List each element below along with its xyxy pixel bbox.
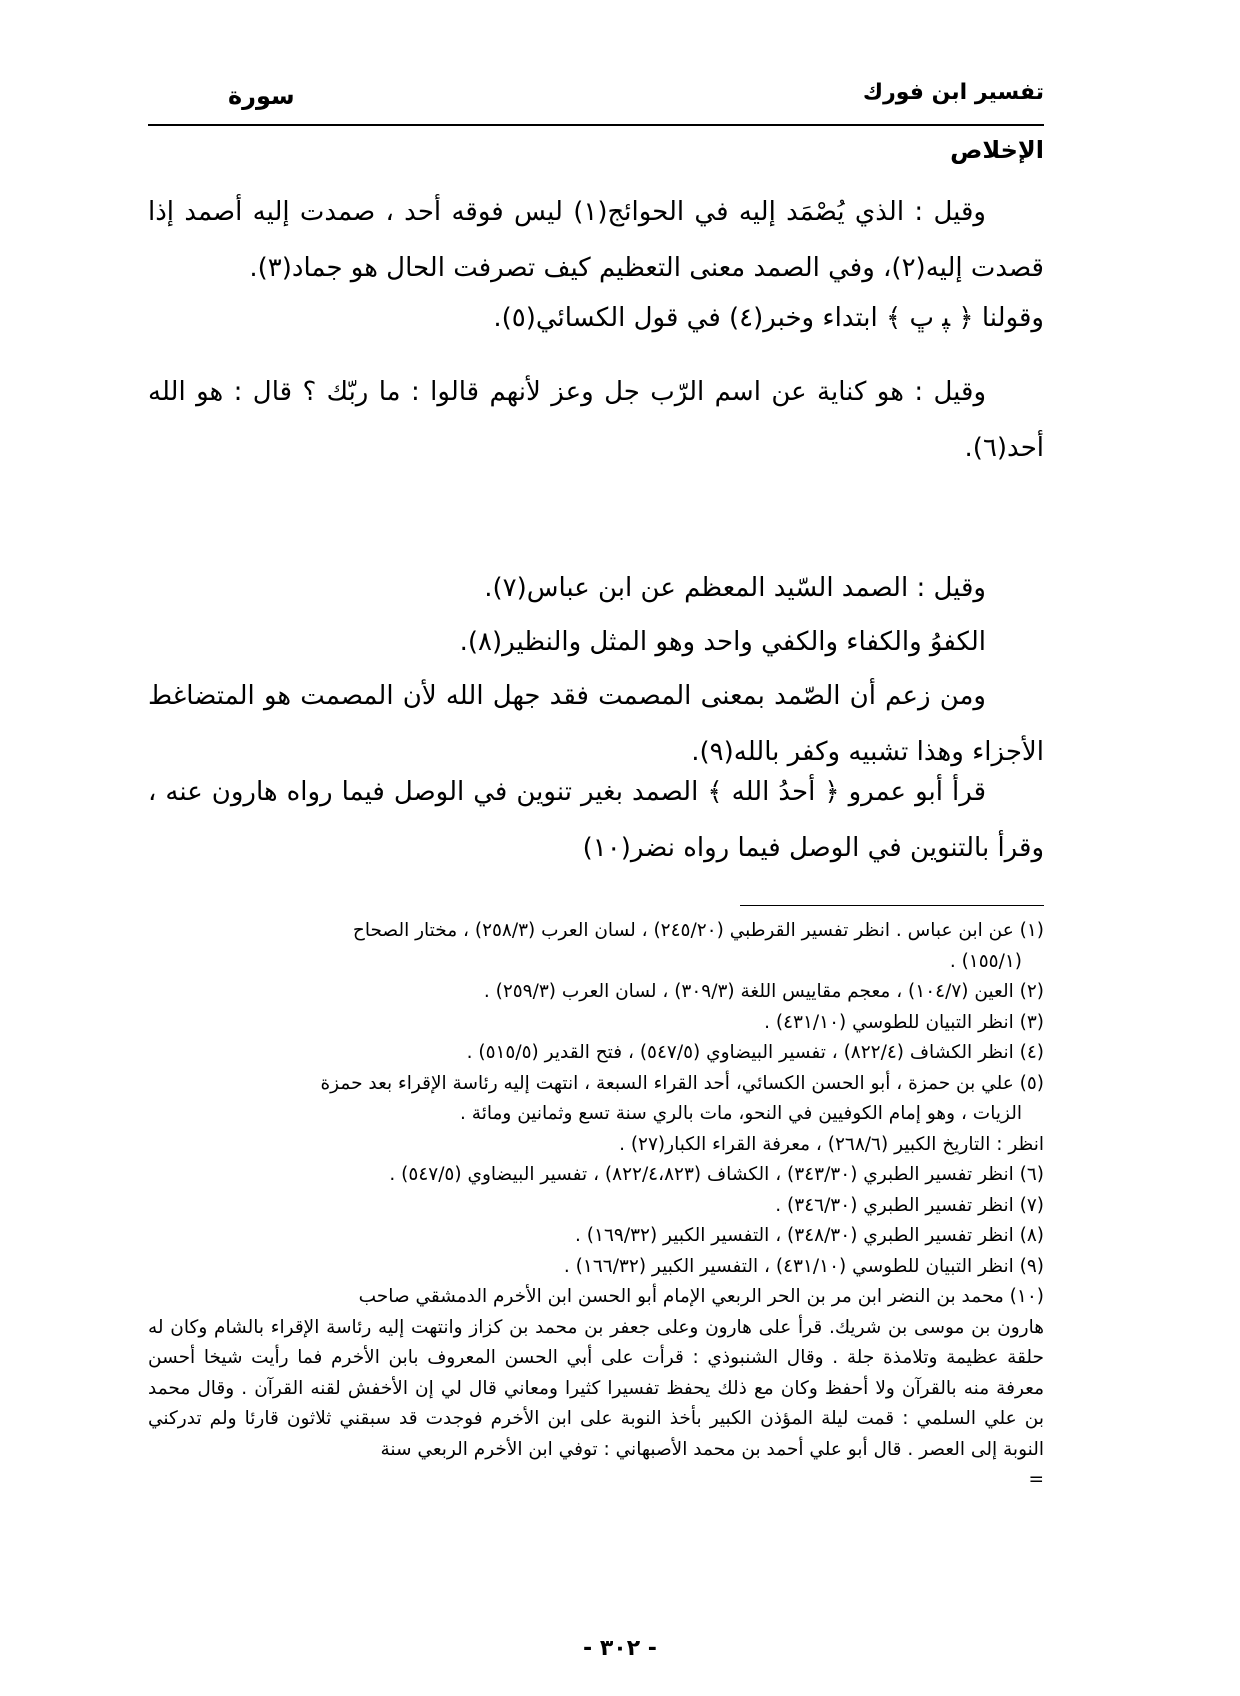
footnote-1-cont: (١٥٥/١) . bbox=[949, 950, 1022, 972]
body-paragraph-2 bbox=[148, 290, 1044, 346]
footnote-divider bbox=[740, 905, 1044, 906]
body-text-1: وقيل : الذي يُصْمَد إليه في الحوائج(١) ليس فوقه أحد ، صمدت إليه أصمد إذا قصدت إليه(٢)، وفي الصمد معنى التعظيم كيف تصرفت الحال هو جماد(٣). bbox=[148, 197, 1044, 283]
footnote-8: (٨) انظر تفسير الطبري (٣٤٨/٣٠) ، التفسير الكبير (١٦٩/٣٢) . bbox=[575, 1225, 1044, 1246]
footnote-10-cont: هارون بن موسى بن شريك. قرأ على هارون وعلى جعفر بن محمد بن كزاز وانتهت إليه رئاسة الإقراء بالشام وكان له حلقة عظيمة وتلامذة جلة . وقال الشنبوذي : قرأت على أبي الحسن المعروف بابن الأخرم فما رأيت شيخا أحسن معرفة منه بالقرآن ولا أحفظ وكان مع ذلك يحفظ تفسيرا كثيرا ومعاني قال لي إن الأخفش لقنه القرآن . وقال محمد بن علي السلمي : قمت ليلة المؤذن الكبير بأخذ النوبة على ابن الأخرم فوجدت قد سبقني ثلاثون قارئا ولم تدركني النوبة إلى العصر . قال أبو علي أحمد بن محمد الأصبهاني : توفي ابن الأخرم الربعي سنة bbox=[148, 1316, 1044, 1460]
surah-name: الإخلاص bbox=[950, 136, 1044, 164]
footnote-5: (٥) علي بن حمزة ، أبو الحسن الكسائي، أحد القراء السبعة ، انتهت إليه رئاسة الإقراء بعد حمزة bbox=[320, 1072, 1044, 1094]
body-paragraph-3 bbox=[148, 364, 1044, 476]
header-divider bbox=[148, 124, 1044, 126]
footnote-1: (١) عن ابن عباس . انظر تفسير القرطبي (٢٤٥/٢٠) ، لسان العرب (٢٥٨/٣) ، مختار الصحاح bbox=[352, 920, 1044, 941]
body-text-6: ومن زعم أن الصّمد بمعنى المصمت فقد جهل الله لأن المصمت هو المتضاغط الأجزاء وهذا تشبيه وكفر بالله(٩). bbox=[148, 681, 1044, 767]
footnote-9: (٩) انظر التبيان للطوسي (٤٣١/١٠) ، التفسير الكبير (١٦٦/٣٢) . bbox=[563, 1255, 1044, 1277]
body-paragraph-4 bbox=[148, 560, 1044, 616]
footnote-4: (٤) انظر الكشاف (٨٢٢/٤) ، تفسير البيضاوي (٥٤٧/٥) ، فتح القدير (٥١٥/٥) . bbox=[466, 1042, 1044, 1063]
footnote-6: (٦) انظر تفسير الطبري (٣٤٣/٣٠) ، الكشاف (٨٢٢/٤،٨٢٣) ، تفسير البيضاوي (٥٤٧/٥) . bbox=[389, 1164, 1044, 1185]
body-text-7: قرأ أبو عمرو ﴿ أحدُ الله ﴾ الصمد بغير تنوين في الوصل فيما رواه هارون عنه ، وقرأ بالتنوين في الوصل فيما رواه نضر(١٠) bbox=[148, 777, 1044, 863]
footnotes bbox=[148, 916, 1044, 1496]
footnote-7: (٧) انظر تفسير الطبري (٣٤٦/٣٠) . bbox=[775, 1194, 1044, 1216]
book-title: تفسير ابن فورك bbox=[862, 80, 1044, 105]
body-text-4: وقيل : الصمد السّيد المعظم عن ابن عباس(٧). bbox=[484, 573, 986, 603]
page-number: - ٣٠٢ - bbox=[583, 1636, 657, 1661]
footnote-3: (٣) انظر التبيان للطوسي (٤٣١/١٠) . bbox=[764, 1011, 1044, 1033]
footnote-5-cont: الزيات ، وهو إمام الكوفيين في النحو، مات بالري سنة تسع وثمانين ومائة . bbox=[460, 1103, 1022, 1124]
body-paragraph-5 bbox=[148, 614, 1044, 670]
footnote-5-refs: انظر : التاريخ الكبير (٢٦٨/٦) ، معرفة القراء الكبار(٢٧) . bbox=[619, 1133, 1044, 1155]
body-paragraph-7 bbox=[148, 764, 1044, 876]
body-text-5: الكفوُ والكفاء والكفي واحد وهو المثل والنظير(٨). bbox=[459, 627, 986, 657]
body-text-3: وقيل : هو كناية عن اسم الرّب جل وعز لأنهم قالوا : ما ربّك ؟ قال : هو الله أحد(٦). bbox=[148, 377, 1044, 463]
footnote-2: (٢) العين (١٠٤/٧) ، معجم مقاييس اللغة (٣٠٩/٣) ، لسان العرب (٢٥٩/٣) . bbox=[483, 981, 1044, 1002]
surah-label: سورة bbox=[228, 82, 295, 110]
body-paragraph-1 bbox=[148, 184, 1044, 296]
footnote-10: (١٠) محمد بن النضر ابن مر بن الحر الربعي الإمام أبو الحسن ابن الأخرم الدمشقي صاحب bbox=[358, 1286, 1044, 1307]
body-text-2: وقولنا ﴿ ﭙ ﭚ ﴾ ابتداء وخبر(٤) في قول الكسائي(٥). bbox=[493, 303, 1044, 333]
footnote-10-continued-mark: = bbox=[1028, 1469, 1044, 1490]
page-header bbox=[148, 80, 1044, 122]
